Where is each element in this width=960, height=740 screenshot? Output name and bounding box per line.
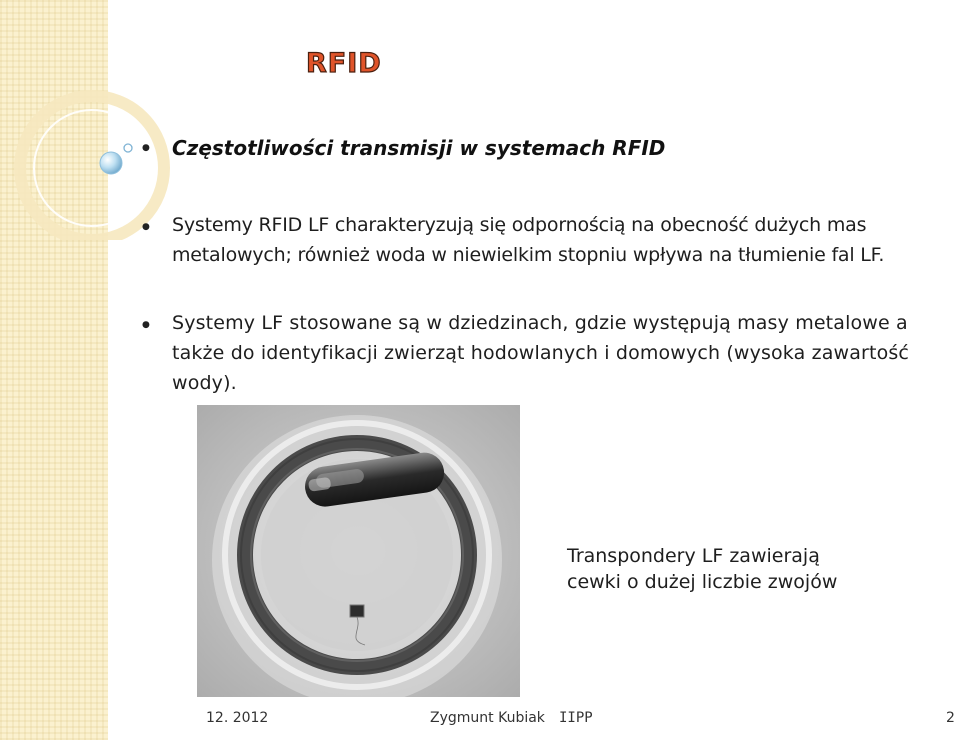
bullet-text-1: Systemy RFID LF charakteryzują się odpornością na obecność dużych mas metalowych; również woda w niewielkim stopniu wpływa na tłumienie fal LF. <box>172 214 885 266</box>
bullet-text-2: Systemy LF stosowane są w dziedzinach, gdzie występują masy metalowe a także do identyfikacji zwierząt hodowlanych i domowych (wysoka zawartość wody). <box>172 312 909 394</box>
bullet-icon: ● <box>142 222 150 232</box>
footer-author: Zygmunt Kubiak <box>430 710 545 726</box>
footer-date: 12. 2012 <box>206 710 269 726</box>
rfid-transponder-photo <box>197 405 520 697</box>
slide-title: RFID <box>306 48 382 79</box>
footer-org: IIPP <box>559 710 593 726</box>
photo-caption: Transpondery LF zawierają cewki o dużej liczbie zwojów <box>567 545 838 593</box>
bullet-icon: ● <box>142 143 150 153</box>
bullet-icon: ● <box>142 320 150 330</box>
footer-page-number: 2 <box>946 710 955 726</box>
slide-heading: Częstotliwości transmisji w systemach RFID <box>172 136 666 160</box>
blue-sphere-icon <box>0 0 160 200</box>
